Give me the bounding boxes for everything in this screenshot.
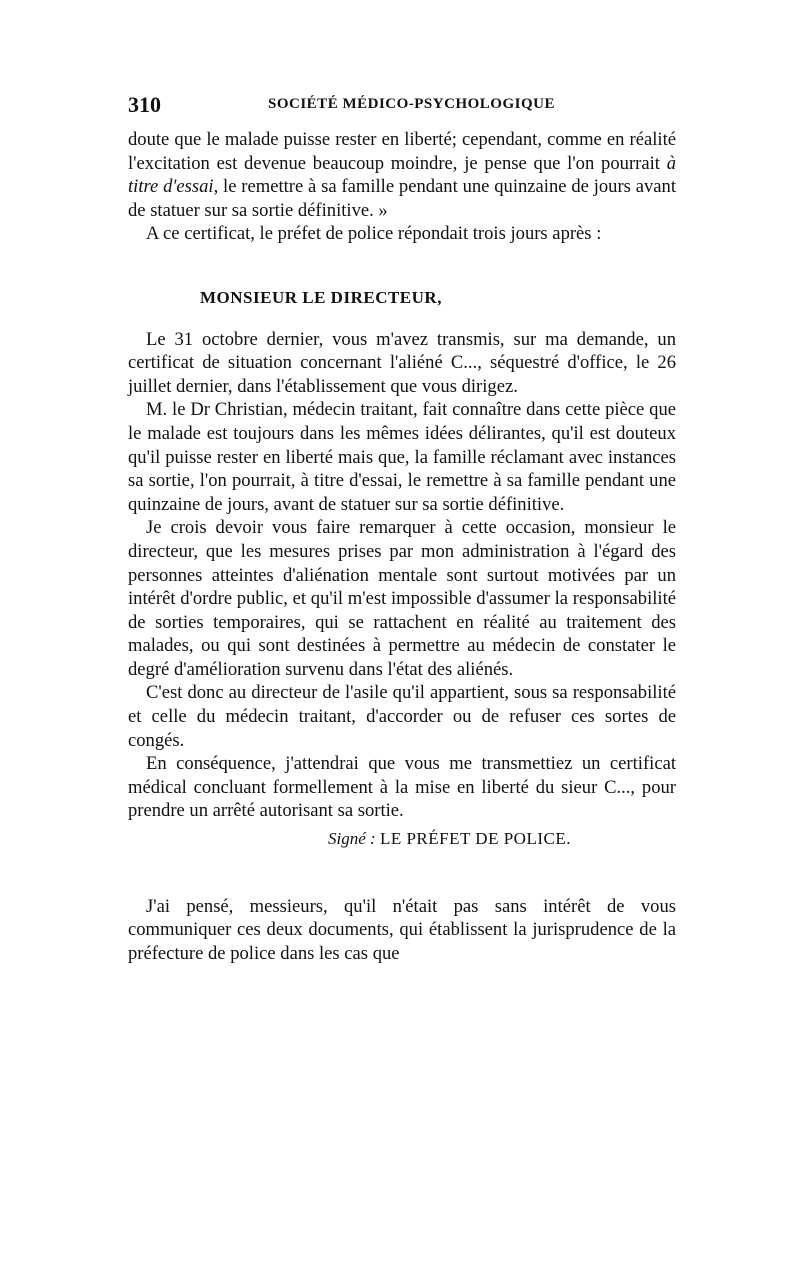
page-number: 310 — [128, 92, 161, 117]
paragraph-7: En conséquence, j'attendrai que vous me transmettiez un certificat médical concluant formellement à la mise en liberté du sieur C..., pour prendre un arrêté autorisant sa sortie. — [128, 753, 676, 822]
paragraph-1-italic: à titre d'essai — [128, 152, 676, 198]
paragraph-2: A ce certificat, le préfet de police répondait trois jours après : — [146, 223, 602, 245]
signature-name: LE PRÉFET DE POLICE. — [379, 829, 571, 849]
paragraph-8: J'ai pensé, messieurs, qu'il n'était pas sans intérêt de vous communiquer ces deux documents, qui établissent la jurisprudence de la préfecture de police dans les cas que — [128, 895, 676, 964]
paragraph-6: C'est donc au directeur de l'asile qu'il appartient, sous sa responsabilité et celle du médecin traitant, d'accorder ou de refuser ces sortes de congés. — [128, 682, 676, 751]
paragraph-1-end: , le remettre à sa famille pendant une quinzaine de jours avant de statuer sur sa sortie définitive. » — [128, 176, 676, 221]
body-text — [128, 128, 676, 965]
paragraph-4: M. le Dr Christian, médecin traitant, fait connaître dans cette pièce que le malade est toujours dans les mêmes idées délirantes, qu'il est douteux qu'il puisse rester en liberté mais que, la famille réclamant avec instances sa sortie, l'on pourrait, à titre d'essai, le remettre à sa famille pendant une quinzaine de jours, avant de statuer sur sa sortie définitive. — [128, 399, 676, 515]
running-title: SOCIÉTÉ MÉDICO-PSYCHOLOGIQUE — [268, 96, 555, 112]
paragraph-3: Le 31 octobre dernier, vous m'avez transmis, sur ma demande, un certificat de situation concernant l'aliéné C..., séquestré d'office, le 26 juillet dernier, dans l'établissement que vous dirigez. — [128, 328, 676, 397]
signature-word: Signé : — [328, 829, 376, 849]
running-head — [128, 92, 676, 118]
paragraph-1 — [128, 128, 676, 222]
signature — [128, 827, 676, 851]
salutation: MONSIEUR LE DIRECTEUR, — [200, 287, 442, 307]
paragraph-5: Je crois devoir vous faire remarquer à cette occasion, monsieur le directeur, que les mesures prises par mon administration à l'égard des personnes atteintes d'aliénation mentale sont surtout motivées par un intérêt d'ordre public, et qu'il m'est impossible d'assumer la responsabilité de sorties temporaires, qui se rattachent en réalité au traitement des malades, ou qui sont destinées à permettre au médecin de constater le degré d'amélioration survenu dans l'état des aliénés. — [128, 517, 676, 680]
paragraph-1-start: doute que le malade puisse rester en liberté; cependant, comme en réalité l'excitation est devenue beaucoup moindre, je pense que l'on pourrait — [128, 129, 676, 174]
